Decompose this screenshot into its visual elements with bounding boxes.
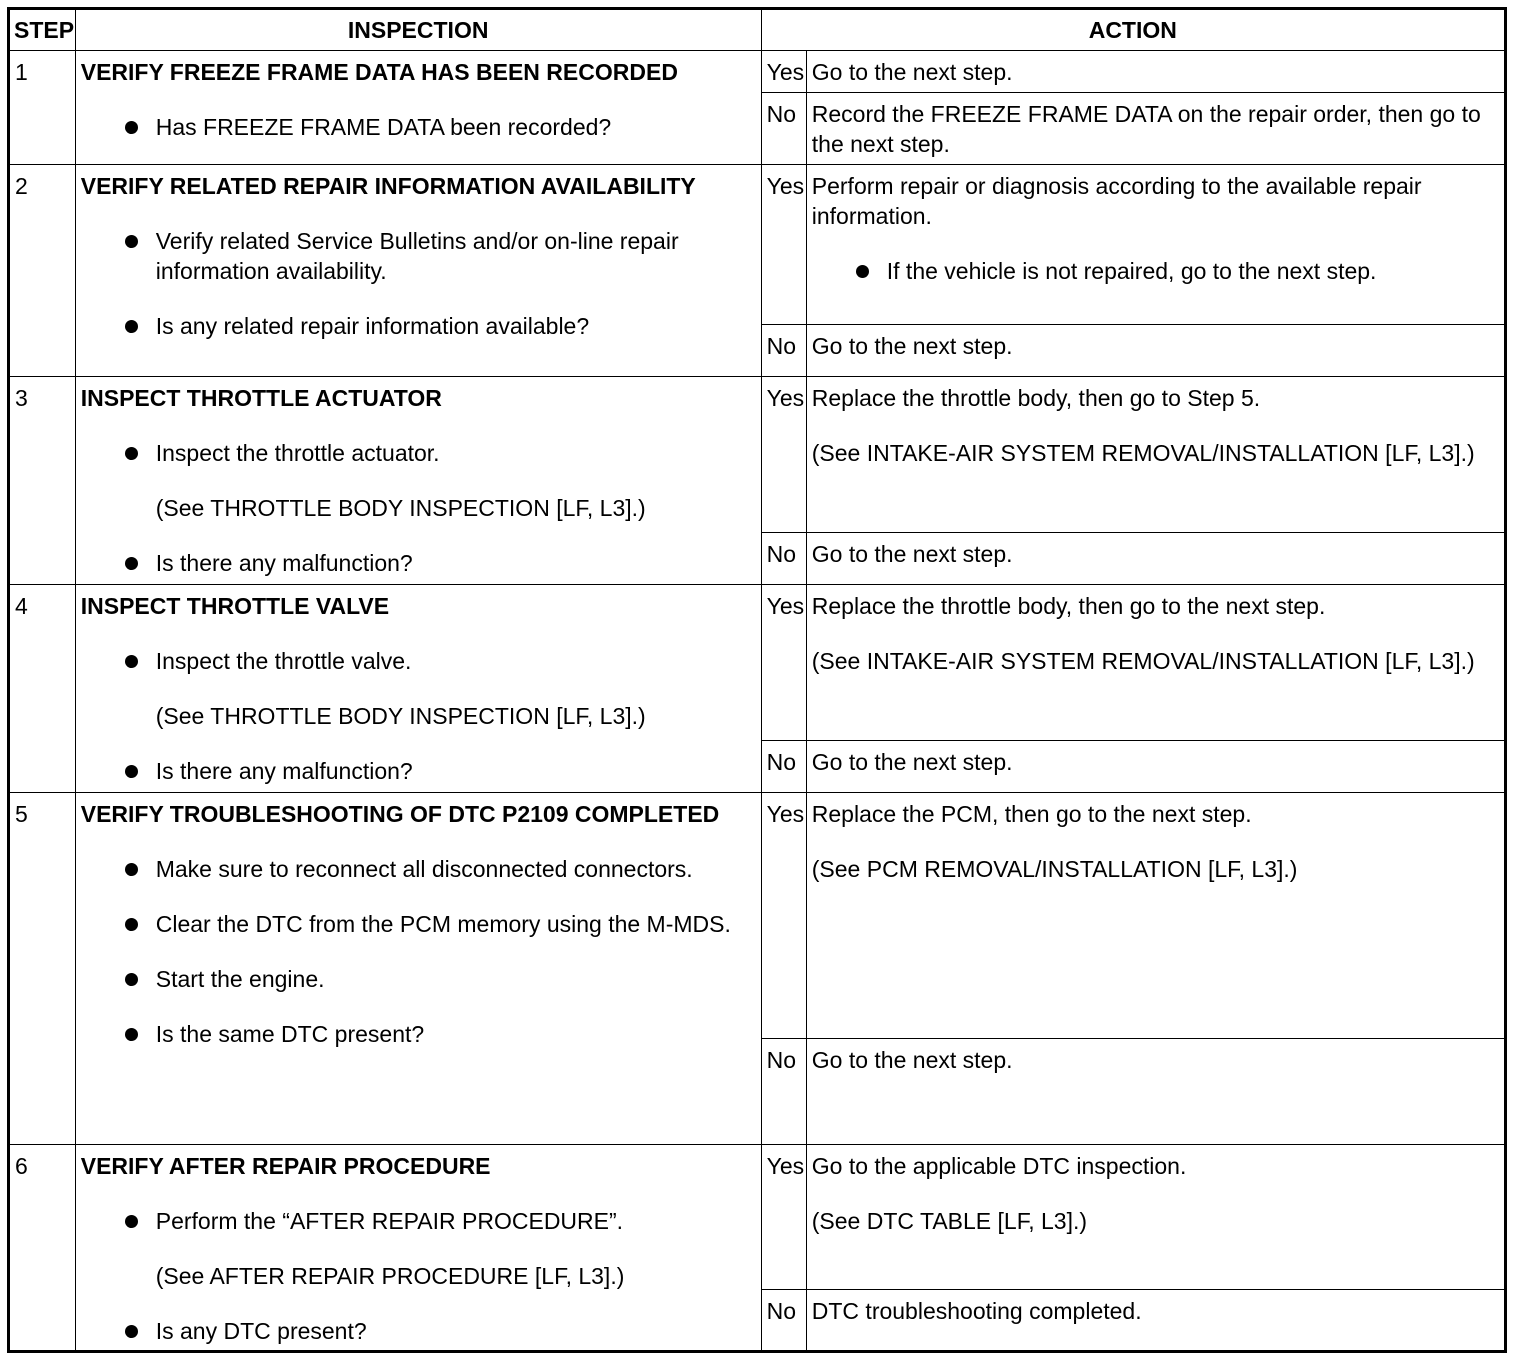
bullet-text: Is there any malfunction? [155, 758, 413, 784]
yes-action [806, 793, 1505, 1039]
step-number: 3 [9, 377, 76, 585]
step-title: VERIFY AFTER REPAIR PROCEDURE [80, 1153, 491, 1179]
yes-label: Yes [761, 165, 806, 325]
inspection-bullet [81, 909, 756, 939]
bullet-text: Verify related Service Bulletins and/or on-line repair information availability. [155, 228, 679, 284]
no-action-text: Record the FREEZE FRAME DATA on the repair order, then go to the next step. [811, 101, 1481, 157]
no-action-text: Go to the next step. [811, 1047, 1013, 1073]
bullet-icon [856, 265, 869, 278]
yes-action [806, 51, 1505, 93]
bullet-text: If the vehicle is not repaired, go to the next step. [886, 258, 1377, 284]
yes-action-text: Perform repair or diagnosis according to the available repair information. [811, 173, 1422, 229]
step-4-yes-row [9, 585, 1506, 741]
step-title: VERIFY TROUBLESHOOTING OF DTC P2109 COMPLETED [80, 801, 720, 827]
inspection-bullet [81, 311, 756, 341]
inspection-bullet [81, 226, 756, 286]
inspection-bullet [81, 756, 756, 786]
inspection-bullet [81, 646, 756, 676]
yes-label: Yes [761, 793, 806, 1039]
step-1-yes-row [9, 51, 1506, 93]
reference-text: (See AFTER REPAIR PROCEDURE [LF, L3].) [155, 1263, 625, 1289]
step-title: VERIFY RELATED REPAIR INFORMATION AVAILABILITY [80, 173, 696, 199]
bullet-icon [125, 320, 138, 333]
inspection-column-header: INSPECTION [75, 9, 761, 51]
step-title: INSPECT THROTTLE VALVE [80, 593, 390, 619]
step-2-yes-row [9, 165, 1506, 325]
step-number: 4 [9, 585, 76, 793]
bullet-text: Is there any malfunction? [155, 550, 413, 576]
step-number: 2 [9, 165, 76, 377]
step-title: VERIFY FREEZE FRAME DATA HAS BEEN RECORDED [80, 59, 678, 85]
bullet-icon [125, 655, 138, 668]
yes-action [806, 377, 1505, 533]
bullet-icon [125, 863, 138, 876]
bullet-icon [125, 973, 138, 986]
yes-label: Yes [761, 51, 806, 93]
step-title: INSPECT THROTTLE ACTUATOR [80, 385, 442, 411]
no-action [806, 325, 1505, 377]
no-action [806, 741, 1505, 793]
yes-action [806, 165, 1505, 325]
step-number: 5 [9, 793, 76, 1145]
step-6-yes-row [9, 1145, 1506, 1290]
step-column-header: STEP [9, 9, 76, 51]
step-5-inspection [75, 793, 761, 1145]
no-action [806, 533, 1505, 585]
no-label: No [761, 325, 806, 377]
no-action-text: Go to the next step. [811, 541, 1013, 567]
inspection-bullet [81, 964, 756, 994]
step-5-yes-row [9, 793, 1506, 1039]
bullet-icon [125, 447, 138, 460]
bullet-text: Start the engine. [155, 966, 325, 992]
no-label: No [761, 1289, 806, 1351]
yes-action [806, 585, 1505, 741]
no-label: No [761, 93, 806, 165]
action-bullet [812, 256, 1499, 286]
step-2-inspection [75, 165, 761, 377]
bullet-text: Is the same DTC present? [155, 1021, 425, 1047]
reference-text: (See THROTTLE BODY INSPECTION [LF, L3].) [155, 703, 646, 729]
step-4-inspection [75, 585, 761, 793]
bullet-text: Is any related repair information available? [155, 313, 590, 339]
yes-label: Yes [761, 1145, 806, 1290]
yes-label: Yes [761, 585, 806, 741]
no-label: No [761, 1039, 806, 1145]
diagnostic-table [7, 7, 1507, 1353]
bullet-text: Make sure to reconnect all disconnected connectors. [155, 856, 693, 882]
yes-label: Yes [761, 377, 806, 533]
inspection-bullet [81, 548, 756, 578]
bullet-icon [125, 1215, 138, 1228]
bullet-text: Has FREEZE FRAME DATA been recorded? [155, 114, 612, 140]
bullet-icon [125, 1028, 138, 1041]
yes-reference-text: (See PCM REMOVAL/INSTALLATION [LF, L3].) [811, 856, 1298, 882]
step-6-inspection [75, 1145, 761, 1352]
inspection-bullet [81, 438, 756, 468]
no-action-text: DTC troubleshooting completed. [811, 1297, 1142, 1324]
yes-reference-text: (See DTC TABLE [LF, L3].) [811, 1208, 1088, 1234]
bullet-icon [125, 121, 138, 134]
header-row [9, 9, 1506, 51]
no-label: No [761, 533, 806, 585]
inspection-bullet [81, 1316, 756, 1346]
bullet-icon [125, 557, 138, 570]
bullet-icon [125, 765, 138, 778]
yes-action [806, 1145, 1505, 1290]
no-action-text: Go to the next step. [811, 749, 1013, 775]
yes-action-text: Go to the next step. [811, 59, 1013, 85]
no-action [806, 1289, 1505, 1351]
bullet-icon [125, 1325, 138, 1338]
action-column-header: ACTION [761, 9, 1505, 51]
bullet-icon [125, 918, 138, 931]
yes-action-text: Replace the throttle body, then go to the next step. [811, 593, 1326, 619]
inspection-bullet [81, 112, 756, 142]
no-action-text: Go to the next step. [811, 333, 1013, 359]
step-number: 1 [9, 51, 76, 165]
no-action [806, 1039, 1505, 1145]
bullet-text: Inspect the throttle actuator. [155, 440, 440, 466]
bullet-text: Clear the DTC from the PCM memory using the M-MDS. [155, 911, 731, 937]
step-number: 6 [9, 1145, 76, 1352]
inspection-bullet [81, 1206, 756, 1236]
yes-reference-text: (See INTAKE-AIR SYSTEM REMOVAL/INSTALLATION [LF, L3].) [811, 648, 1475, 674]
step-3-inspection [75, 377, 761, 585]
bullet-text: Inspect the throttle valve. [155, 648, 412, 674]
reference-text: (See THROTTLE BODY INSPECTION [LF, L3].) [155, 495, 646, 521]
inspection-bullet [81, 854, 756, 884]
yes-action-text: Replace the PCM, then go to the next step. [811, 801, 1252, 827]
inspection-bullet [81, 1019, 756, 1049]
step-3-yes-row [9, 377, 1506, 533]
bullet-text: Perform the “AFTER REPAIR PROCEDURE”. [155, 1208, 624, 1234]
yes-action-text: Go to the applicable DTC inspection. [811, 1153, 1187, 1179]
step-1-inspection [75, 51, 761, 165]
yes-reference-text: (See INTAKE-AIR SYSTEM REMOVAL/INSTALLATION [LF, L3].) [811, 440, 1475, 466]
yes-action-text: Replace the throttle body, then go to Step 5. [811, 385, 1261, 411]
bullet-icon [125, 235, 138, 248]
bullet-text: Is any DTC present? [155, 1318, 367, 1344]
no-action [806, 93, 1505, 165]
no-label: No [761, 741, 806, 793]
